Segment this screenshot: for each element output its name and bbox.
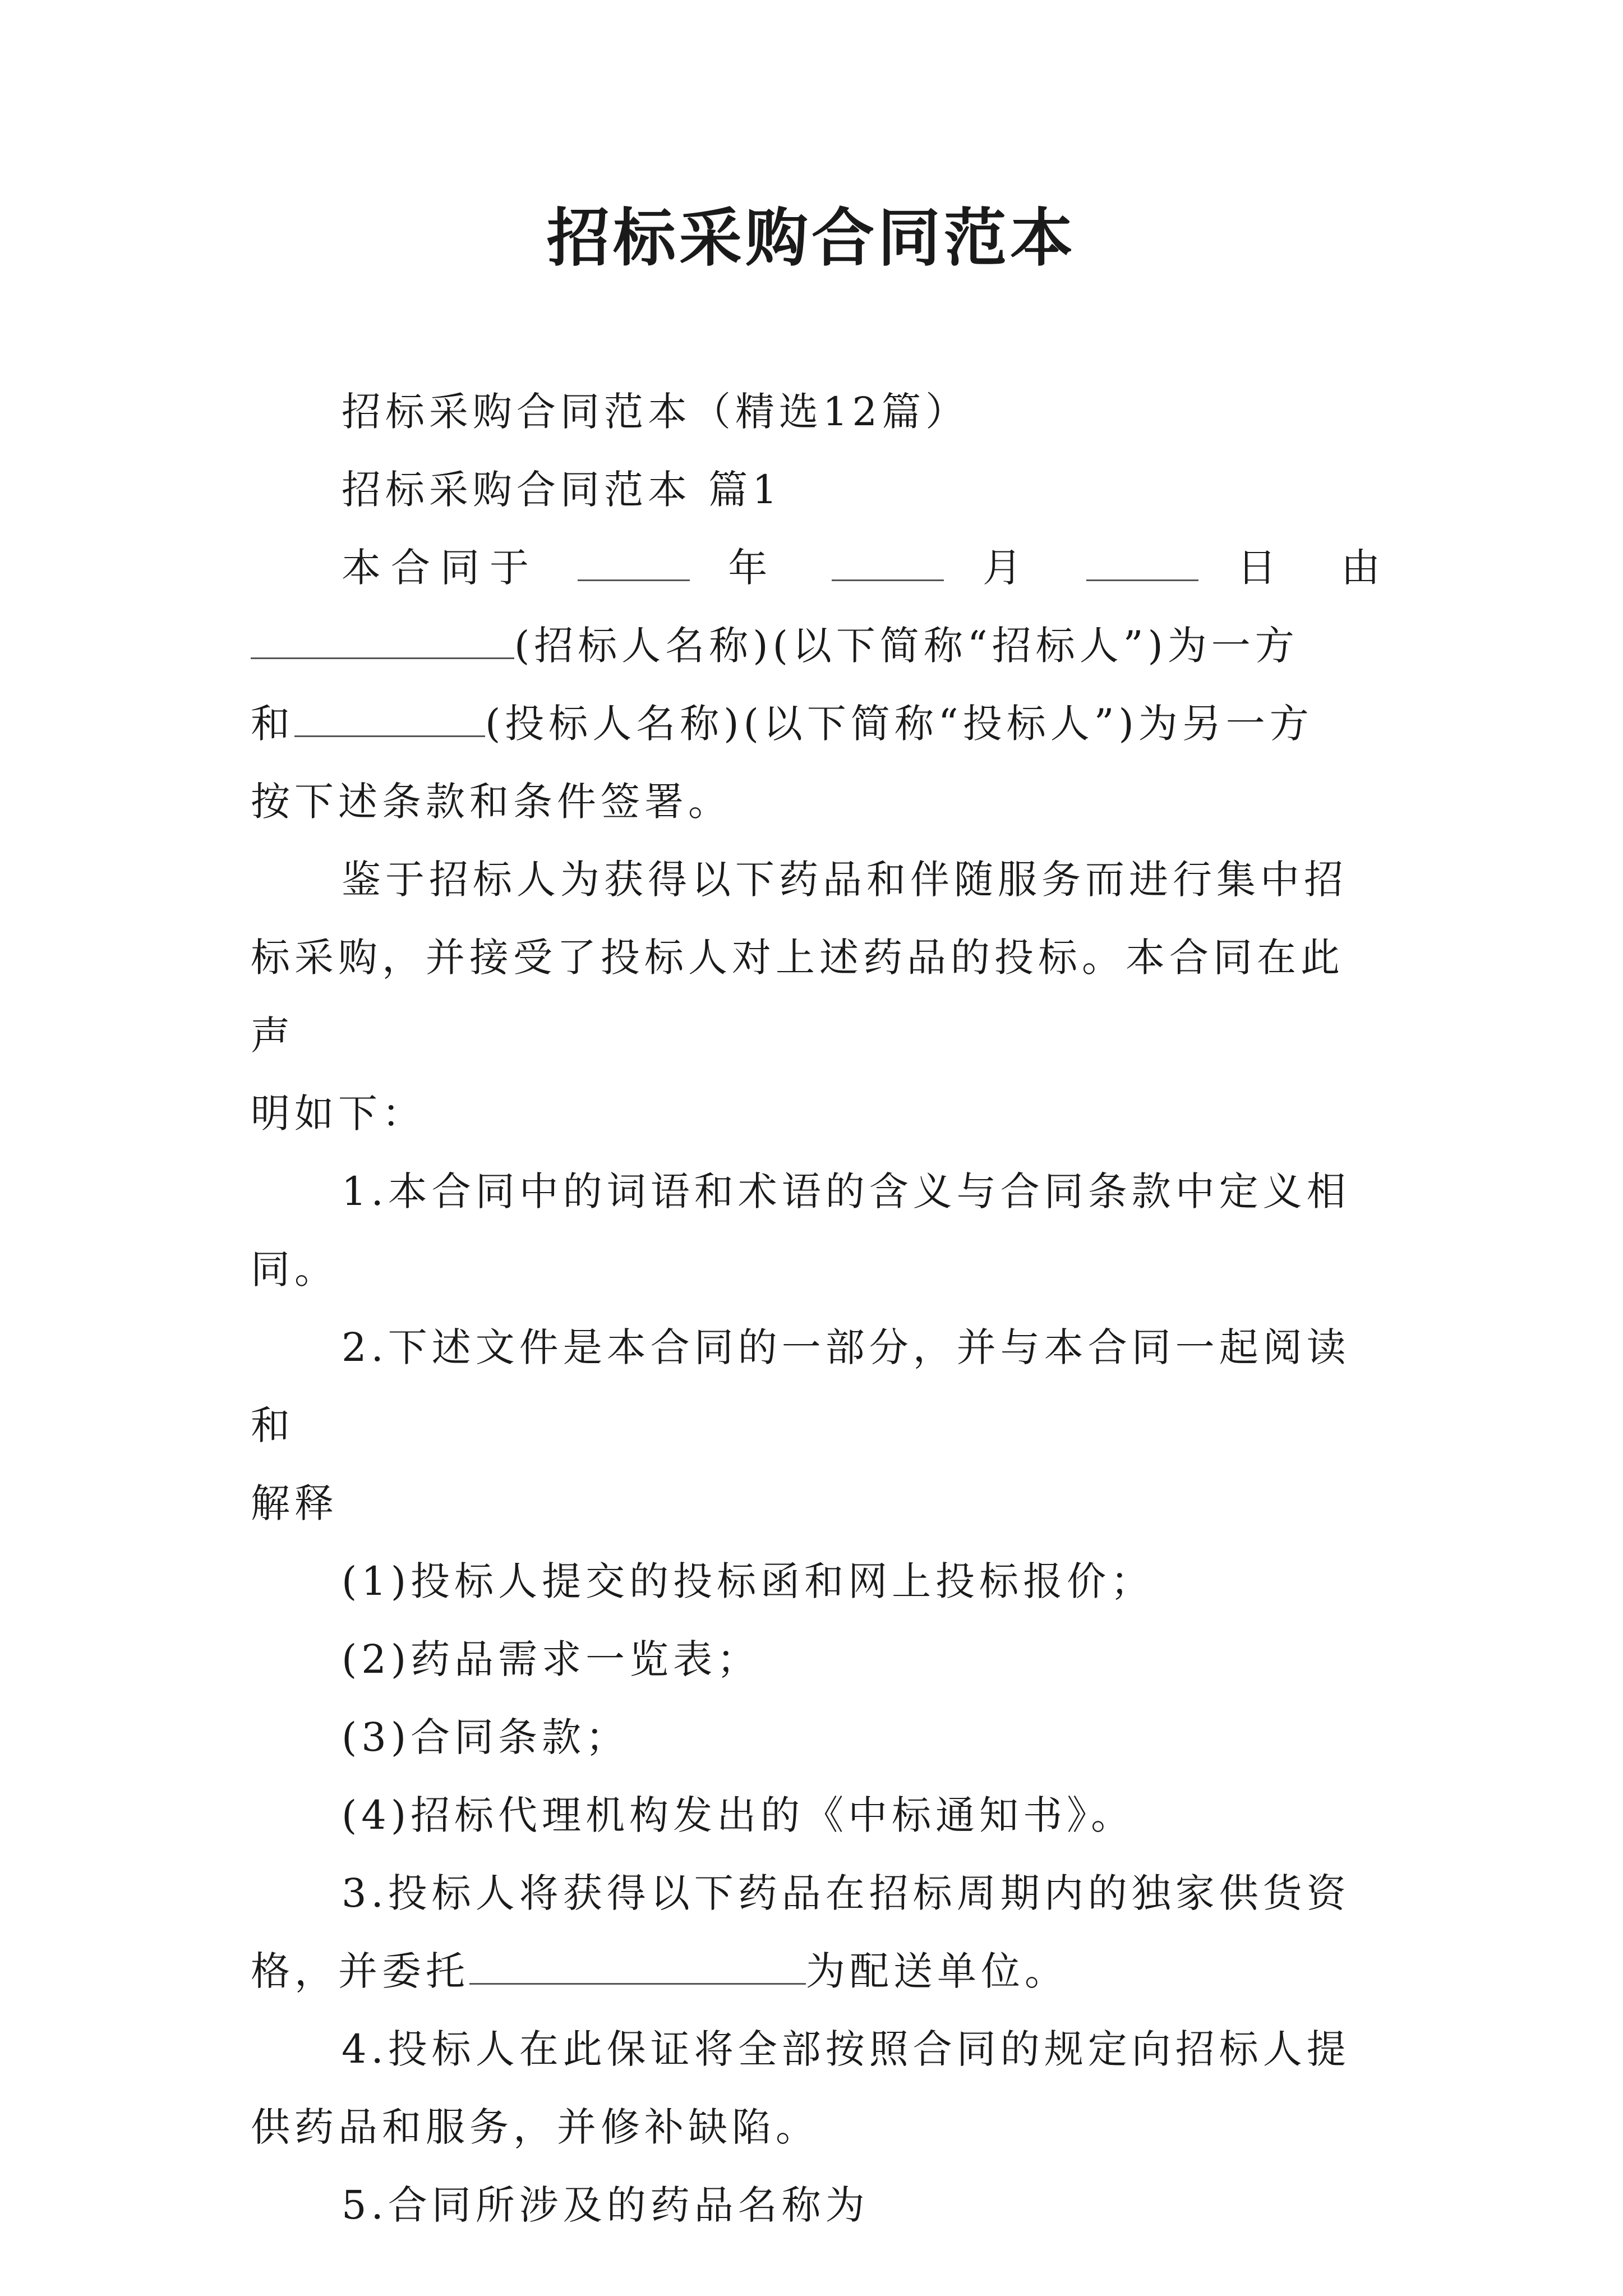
year-label: 年 (728, 545, 794, 591)
distributor-blank (469, 1941, 806, 1985)
item-3-text-a: 格，并委托 (251, 1948, 469, 1994)
opening-char: 于 (490, 545, 533, 591)
document-title: 招标采购合同范本 (547, 201, 1076, 275)
whereas-line-1: 鉴于招标人为获得以下药品和伴随服务而进行集中招 (342, 857, 1348, 903)
opening-line-1 (251, 529, 1385, 607)
sub-item-3: (3)合同条款； (342, 1714, 630, 1760)
month-blank (832, 538, 944, 581)
opening-line-3 (251, 685, 1385, 763)
item-4-line-2: 供药品和服务，并修补缺陷。 (251, 2104, 819, 2150)
bidder-text: (投标人名称)(以下简称“投标人”)为另一方 (485, 701, 1313, 747)
opening-line-4: 按下述条款和条件签署。 (251, 779, 732, 825)
item-3-text-b: 为配送单位。 (806, 1948, 1068, 1994)
whereas-line-3: 明如下： (251, 1091, 426, 1137)
bidder-name-blank (294, 694, 485, 737)
item-3-line-2 (251, 1932, 1385, 2010)
item-2-line-1: 2.下述文件是本合同的一部分，并与本合同一起阅读和 (251, 1324, 1350, 1448)
whereas-line-2: 标采购，并接受了投标人对上述药品的投标。本合同在此声 (251, 935, 1344, 1059)
item-5: 5.合同所涉及的药品名称为 (342, 2182, 869, 2228)
opening-char: 本 (342, 545, 385, 591)
tenderer-text: (招标人名称)(以下简称“招标人”)为一方 (514, 623, 1299, 669)
day-blank (1086, 538, 1198, 581)
section-heading: 招标采购合同范本 篇1 (342, 467, 782, 513)
subtitle: 招标采购合同范本（精选12篇） (342, 389, 970, 435)
item-3-line-1: 3.投标人将获得以下药品在招标周期内的独家供货资 (342, 1870, 1350, 1916)
item-1-line-1: 1.本合同中的词语和术语的含义与合同条款中定义相 (342, 1168, 1350, 1214)
opening-char: 同 (440, 545, 484, 591)
item-2-line-2: 解释 (251, 1480, 338, 1526)
sub-item-4: (4)招标代理机构发出的《中标通知书》。 (342, 1792, 1135, 1838)
opening-char: 合 (391, 545, 435, 591)
month-label: 月 (983, 545, 1048, 591)
year-blank (578, 538, 690, 581)
tenderer-name-blank (251, 616, 514, 659)
sub-item-2: (2)药品需求一览表； (342, 1636, 761, 1682)
item-1-line-2: 同。 (251, 1246, 338, 1292)
opening-line-2 (251, 607, 1385, 685)
sub-item-1: (1)投标人提交的投标函和网上投标报价； (342, 1558, 1155, 1604)
day-label: 日 由 (1237, 545, 1385, 591)
item-4-line-1: 4.投标人在此保证将全部按照合同的规定向招标人提 (342, 2026, 1350, 2072)
and-text: 和 (251, 701, 294, 747)
document-body (251, 373, 1385, 2244)
